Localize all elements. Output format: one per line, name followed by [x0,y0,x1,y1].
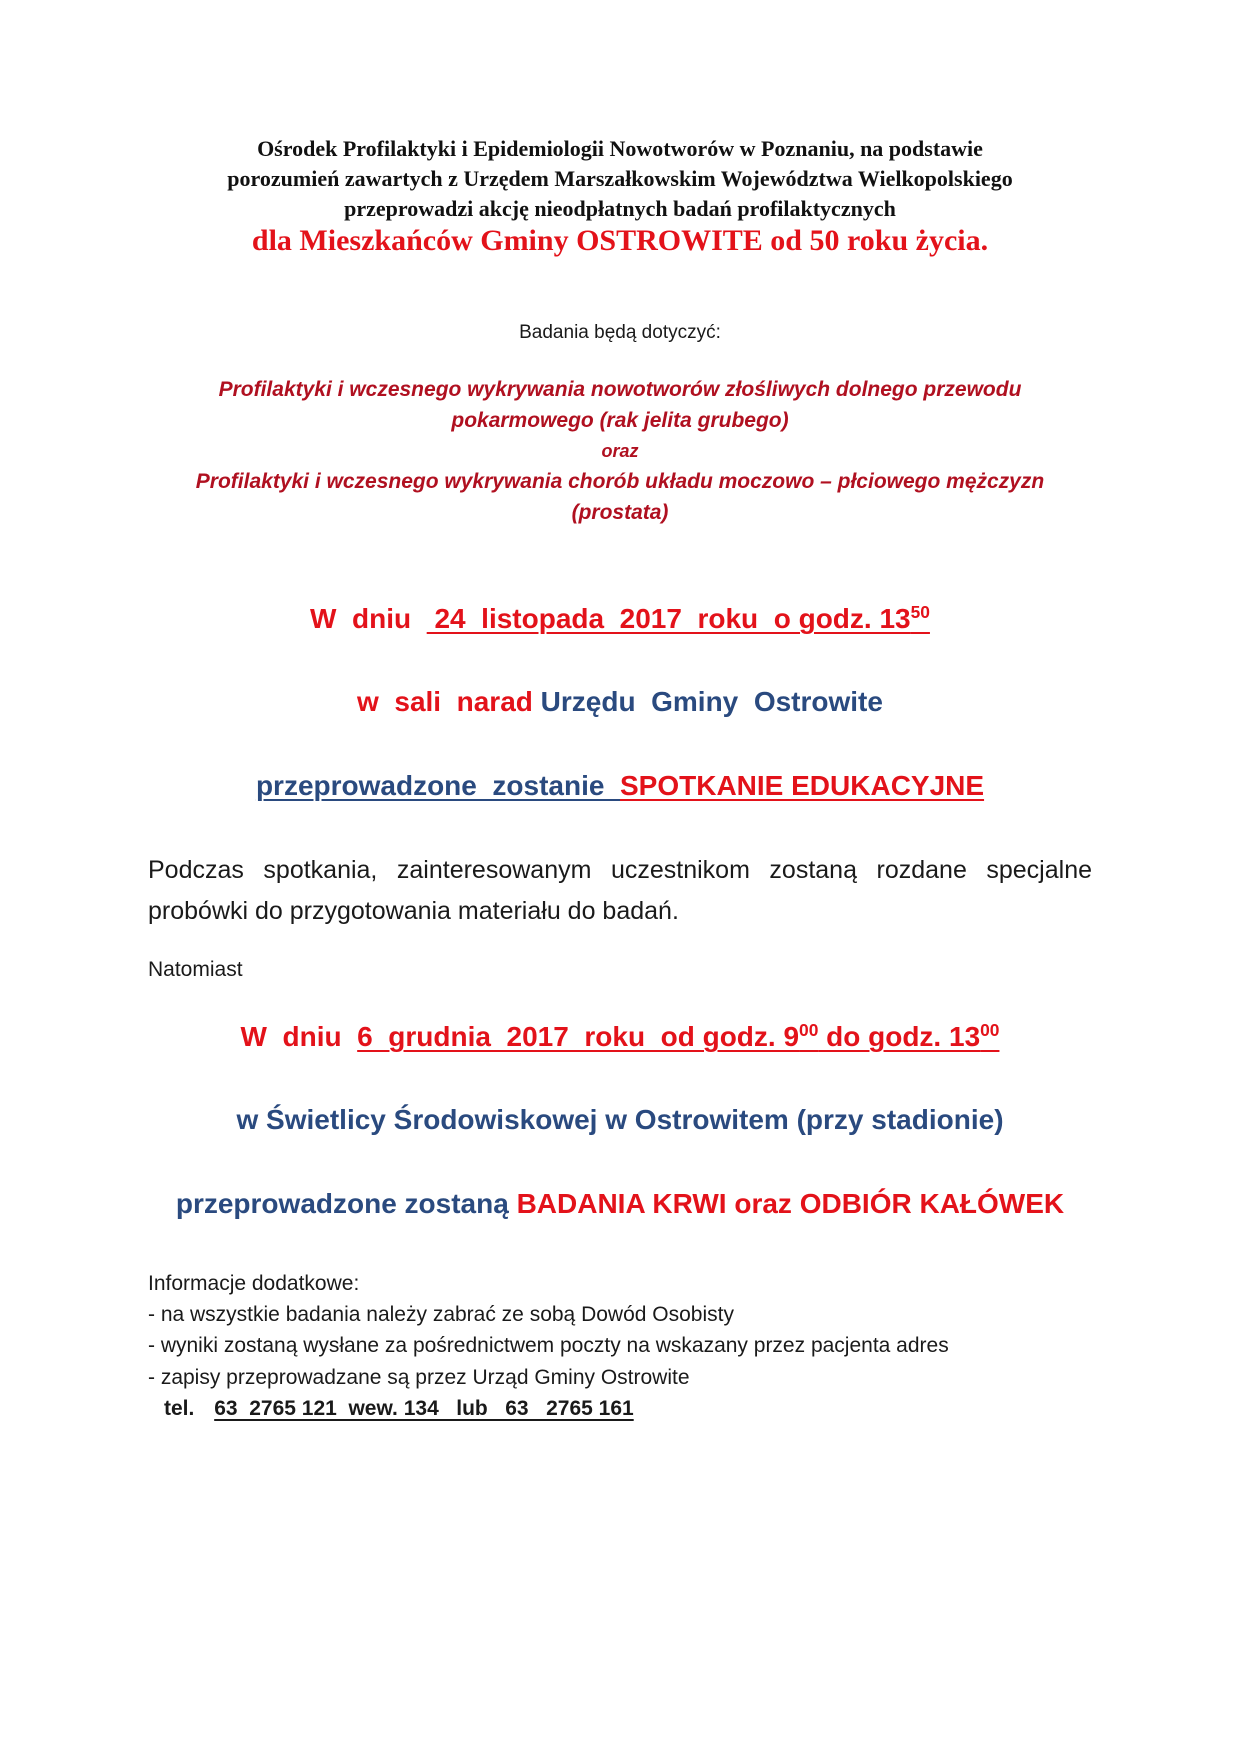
event1-action-b: SPOTKANIE EDUKACYJNE [620,770,985,801]
header-line-2: porozumień zawartych z Urzędem Marszałkowskim Województwa Wielkopolskiego [227,166,1013,191]
event2-prefix: W dniu [240,1021,358,1052]
event2-sup1: 00 [799,1020,819,1041]
event2-sup2: 00 [980,1020,1000,1041]
topic2-line1: Profilaktyki i wczesnego wykrywania chorób układu moczowo – płciowego mężczyzn [195,470,1045,493]
natomiast-label: Natomiast [148,958,243,981]
event2-action-a: przeprowadzone zostaną [175,1188,517,1219]
event1-prefix: W dniu [310,603,427,634]
event1-action-line [0,770,1240,802]
phone-label: tel. [164,1397,195,1420]
header-line-3: przeprowadzi akcję nieodpłatnych badań profilaktycznych [344,196,896,221]
intro-text: Badania będą dotyczyć: [519,322,721,343]
event1-time-sup: 50 [910,602,930,623]
topic2-line2: (prostata) [571,501,669,524]
header-line-1: Ośrodek Profilaktyki i Epidemiologii Nowotworów w Poznaniu, na podstawie [257,136,983,161]
event2-action-line [0,1188,1240,1220]
info-item: - na wszystkie badania należy zabrać ze sobą Dowód Osobisty [148,1303,734,1326]
event1-action-a: przeprowadzone zostanie [255,770,620,801]
phone-line [164,1397,634,1421]
event1-place-line [0,686,1240,718]
event1-place-a: w sali narad [357,686,533,717]
info-item: - wyniki zostaną wysłane za pośrednictwem poczty na wskazany przez pacjenta adres [148,1334,949,1357]
event1-date: 24 listopada 2017 roku o godz. $13^{50}$ [426,602,930,634]
topic1-line1: Profilaktyki i wczesnego wykrywania nowotworów złośliwych dolnego przewodu [218,378,1022,401]
info-title: Informacje dodatkowe: [148,1272,360,1295]
event2-date: 6 grudnia 2017 roku od godz. $9^{00}$ do godz. $13^{00}$ [357,1020,1000,1052]
event2-action-b: BADANIA KRWI oraz ODBIÓR KAŁÓWEK [516,1188,1065,1219]
info-item: - zapisy przeprowadzane są przez Urząd Gminy Ostrowite [148,1366,690,1389]
meeting-paragraph: Podczas spotkania, zainteresowanym uczestnikom zostaną rozdane specjalne probówki do przygotowania materiału do badań. [148,856,1092,925]
phone-numbers: 63 2765 121 wew. 134 lub 63 2765 161 [214,1397,634,1420]
topic1-line2: pokarmowego (rak jelita grubego) [451,409,789,432]
event1-place-b: Urzędu Gminy Ostrowite [540,686,883,717]
event2-date-line [0,1021,1240,1053]
event1-date-line [0,603,1240,635]
event2-place-line: w Świetlicy Środowiskowej w Ostrowitem (przy stadionie) [236,1104,1004,1135]
topic-connector: oraz [601,441,639,461]
header-target-line: dla Mieszkańców Gminy OSTROWITE od 50 roku życia. [251,224,989,257]
